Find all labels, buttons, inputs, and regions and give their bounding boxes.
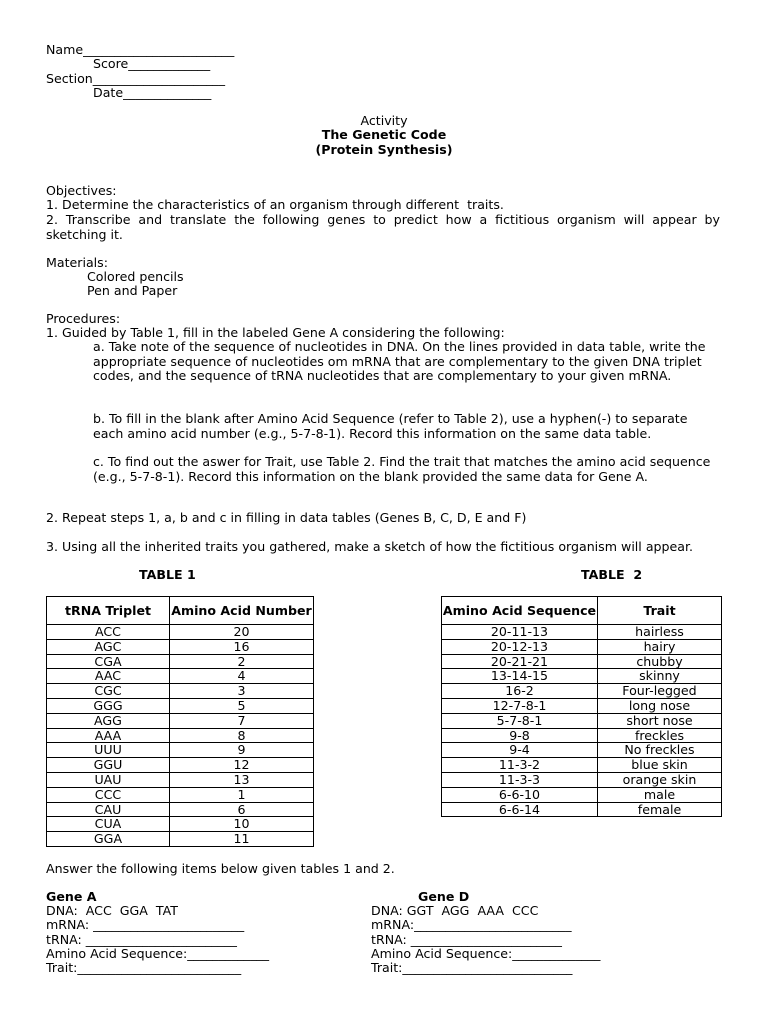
name-field: Name________________________ xyxy=(46,42,235,57)
trna-cell: AGC xyxy=(47,639,170,654)
table-row xyxy=(47,713,314,728)
sequence-cell: 9-4 xyxy=(442,743,598,758)
material-item: Colored pencils xyxy=(87,269,184,284)
table1-caption: TABLE 1 xyxy=(139,567,196,582)
table-row xyxy=(442,758,722,773)
table-row xyxy=(47,625,314,640)
table2 xyxy=(441,596,722,817)
trna-cell: GGU xyxy=(47,758,170,773)
trait-cell: female xyxy=(598,802,722,817)
trait-cell: short nose xyxy=(598,713,722,728)
trait-cell: Four-legged xyxy=(598,684,722,699)
trna-cell: CGC xyxy=(47,684,170,699)
trna-cell: CGA xyxy=(47,654,170,669)
sequence-cell: 12-7-8-1 xyxy=(442,698,598,713)
amino-acid-cell: 1 xyxy=(170,787,314,802)
sequence-cell: 6-6-10 xyxy=(442,787,598,802)
procedure-step-c: c. To find out the aswer for Trait, use Table 2. Find the trait that matches the amino acid sequence (e.g., 5-7-8-1). Record this information on the blank provided the same data for Gene A. xyxy=(93,454,711,484)
trait-cell: freckles xyxy=(598,728,722,743)
answer-instructions: Answer the following items below given tables 1 and 2. xyxy=(46,861,395,876)
table-row xyxy=(442,802,722,817)
sequence-cell: 16-2 xyxy=(442,684,598,699)
sequence-cell: 13-14-15 xyxy=(442,669,598,684)
objective-2: 2. Transcribe and translate the following genes to predict how a fictitious organism will appear by sketching it. xyxy=(46,212,720,242)
trna-cell: AGG xyxy=(47,713,170,728)
trait-cell: skinny xyxy=(598,669,722,684)
trna-cell: UUU xyxy=(47,743,170,758)
trna-cell: CUA xyxy=(47,817,170,832)
amino-acid-cell: 16 xyxy=(170,639,314,654)
trait-cell: male xyxy=(598,787,722,802)
amino-acid-cell: 8 xyxy=(170,728,314,743)
amino-acid-cell: 4 xyxy=(170,669,314,684)
page-subtitle: (Protein Synthesis) xyxy=(315,142,453,157)
materials-heading: Materials: xyxy=(46,255,108,270)
table-row xyxy=(442,625,722,640)
table-row xyxy=(442,772,722,787)
table-row xyxy=(442,713,722,728)
trait-cell: blue skin xyxy=(598,758,722,773)
amino-acid-cell: 12 xyxy=(170,758,314,773)
gene-a-mrna-blank: mRNA: ________________________ xyxy=(46,917,245,932)
table-row xyxy=(47,654,314,669)
trna-cell: AAA xyxy=(47,728,170,743)
gene-a-amino-acid-blank: Amino Acid Sequence:_____________ xyxy=(46,946,270,961)
amino-acid-cell: 13 xyxy=(170,772,314,787)
score-field: Score_____________ xyxy=(93,56,211,71)
material-item: Pen and Paper xyxy=(87,283,178,298)
table-row xyxy=(442,743,722,758)
amino-acid-cell: 5 xyxy=(170,698,314,713)
sequence-cell: 20-21-21 xyxy=(442,654,598,669)
table-row xyxy=(442,728,722,743)
gene-a-trait-blank: Trait:__________________________ xyxy=(46,960,242,975)
table-row xyxy=(47,758,314,773)
sequence-cell: 20-12-13 xyxy=(442,639,598,654)
trait-cell: chubby xyxy=(598,654,722,669)
table-row xyxy=(47,684,314,699)
amino-acid-cell: 10 xyxy=(170,817,314,832)
table2-caption: TABLE 2 xyxy=(581,567,643,582)
objectives-heading: Objectives: xyxy=(46,183,117,198)
activity-label: Activity xyxy=(360,113,408,128)
trna-cell: CAU xyxy=(47,802,170,817)
gene-d-amino-acid-blank: Amino Acid Sequence:______________ xyxy=(371,946,601,961)
date-field: Date______________ xyxy=(93,85,212,100)
amino-acid-cell: 7 xyxy=(170,713,314,728)
trait-cell: hairy xyxy=(598,639,722,654)
table-row xyxy=(442,787,722,802)
table2-header-sequence: Amino Acid Sequence xyxy=(442,597,598,625)
procedure-step-1: 1. Guided by Table 1, fill in the labeled Gene A considering the following: xyxy=(46,325,505,340)
gene-d-heading: Gene D xyxy=(418,889,470,904)
table-row xyxy=(47,802,314,817)
trait-cell: orange skin xyxy=(598,772,722,787)
sequence-cell: 20-11-13 xyxy=(442,625,598,640)
table2-header-trait: Trait xyxy=(598,597,722,625)
amino-acid-cell: 11 xyxy=(170,832,314,847)
table-row xyxy=(47,817,314,832)
gene-a-dna: DNA: ACC GGA TAT xyxy=(46,903,178,918)
table-row xyxy=(47,832,314,847)
gene-a-trna-blank: tRNA: ________________________ xyxy=(46,932,237,947)
trait-cell: No freckles xyxy=(598,743,722,758)
table-row xyxy=(47,787,314,802)
gene-d-dna: DNA: GGT AGG AAA CCC xyxy=(371,903,539,918)
trna-cell: UAU xyxy=(47,772,170,787)
sequence-cell: 5-7-8-1 xyxy=(442,713,598,728)
section-field: Section_____________________ xyxy=(46,71,226,86)
table-row xyxy=(442,698,722,713)
gene-a-heading: Gene A xyxy=(46,889,97,904)
gene-d-trna-blank: tRNA: ________________________ xyxy=(371,932,562,947)
table-row xyxy=(47,772,314,787)
sequence-cell: 6-6-14 xyxy=(442,802,598,817)
objective-1: 1. Determine the characteristics of an organism through different traits. xyxy=(46,197,504,212)
table-row xyxy=(442,654,722,669)
table-row xyxy=(442,639,722,654)
table-row xyxy=(47,698,314,713)
table-row xyxy=(47,728,314,743)
table1 xyxy=(46,596,314,847)
amino-acid-cell: 6 xyxy=(170,802,314,817)
sequence-cell: 11-3-2 xyxy=(442,758,598,773)
trna-cell: AAC xyxy=(47,669,170,684)
trna-cell: ACC xyxy=(47,625,170,640)
table-row xyxy=(442,684,722,699)
gene-d-trait-blank: Trait:___________________________ xyxy=(371,960,573,975)
amino-acid-cell: 20 xyxy=(170,625,314,640)
trait-cell: hairless xyxy=(598,625,722,640)
procedure-step-2: 2. Repeat steps 1, a, b and c in filling in data tables (Genes B, C, D, E and F) xyxy=(46,510,527,525)
amino-acid-cell: 2 xyxy=(170,654,314,669)
trna-cell: GGA xyxy=(47,832,170,847)
table1-header-amino-acid: Amino Acid Number xyxy=(170,597,314,625)
table-row xyxy=(47,669,314,684)
amino-acid-cell: 9 xyxy=(170,743,314,758)
procedure-step-b: b. To fill in the blank after Amino Acid Sequence (refer to Table 2), use a hyphen(-) to separate each amino acid number (e.g., 5-7-8-1). Record this information on the same data table. xyxy=(93,411,688,441)
table-row xyxy=(442,669,722,684)
gene-d-mrna-blank: mRNA:_________________________ xyxy=(371,917,572,932)
amino-acid-cell: 3 xyxy=(170,684,314,699)
trait-cell: long nose xyxy=(598,698,722,713)
page-title: The Genetic Code xyxy=(321,127,447,142)
sequence-cell: 11-3-3 xyxy=(442,772,598,787)
table-row xyxy=(47,743,314,758)
procedure-step-a: a. Take note of the sequence of nucleotides in DNA. On the lines provided in data table, write the appropriate sequence of nucleotides om mRNA that are complementary to the given DNA triplet codes, and the sequence of tRNA nucleotides that are complementary to your given mRNA. xyxy=(93,339,706,384)
sequence-cell: 9-8 xyxy=(442,728,598,743)
table1-header-trna: tRNA Triplet xyxy=(47,597,170,625)
trna-cell: GGG xyxy=(47,698,170,713)
table-row xyxy=(47,639,314,654)
procedures-heading: Procedures: xyxy=(46,311,121,326)
trna-cell: CCC xyxy=(47,787,170,802)
procedure-step-3: 3. Using all the inherited traits you gathered, make a sketch of how the fictitious organism will appear. xyxy=(46,539,694,554)
